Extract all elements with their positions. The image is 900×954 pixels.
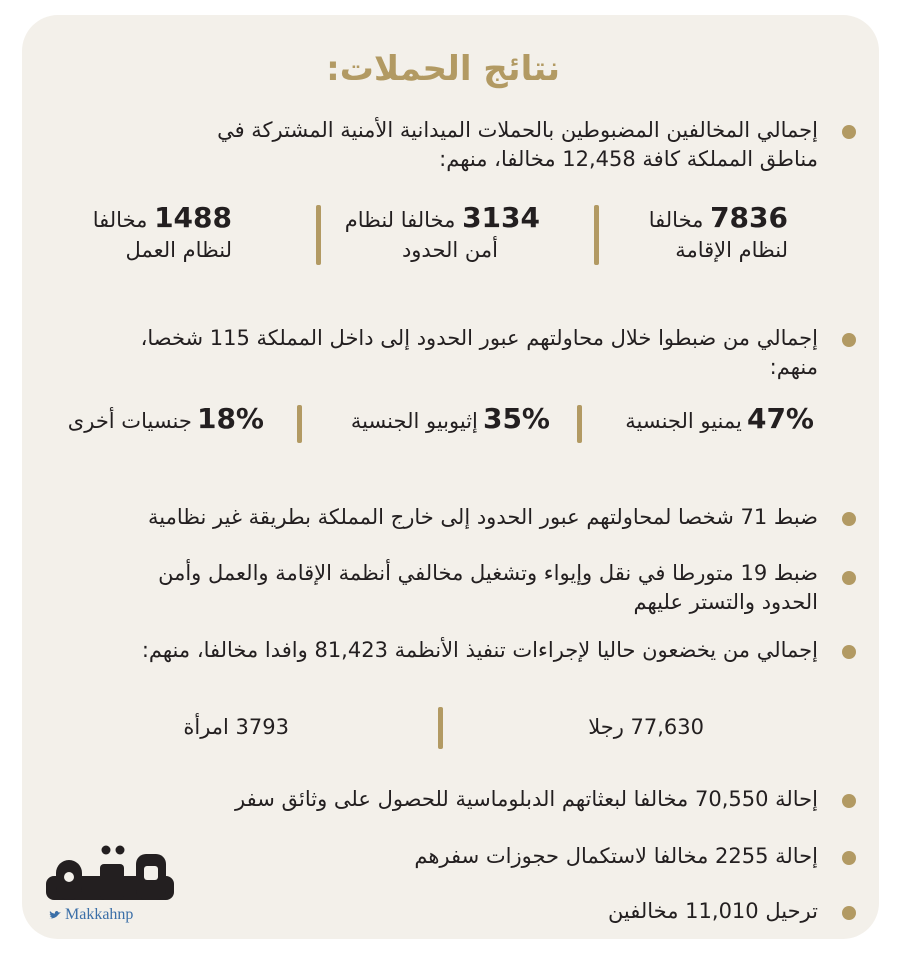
handle-text: Makkahnp — [65, 906, 134, 923]
divider-bar — [297, 405, 302, 443]
nationality-yemeni — [625, 402, 814, 436]
nationality-percent: 35% — [482, 402, 550, 435]
divider-bar — [438, 707, 443, 749]
text-line: منهم: — [769, 355, 818, 379]
divider-bar — [316, 205, 321, 265]
text-line: ترحيل 11,010 مخالفين — [607, 899, 818, 923]
text-line: إحالة 2255 مخالفا لاستكمال حجوزات سفرهم — [414, 844, 818, 868]
stat-number: 1488 — [154, 201, 232, 234]
stat-residency — [649, 203, 788, 265]
bullet-icon — [842, 645, 856, 659]
stat-border — [345, 203, 540, 265]
stat-number: 7836 — [710, 201, 788, 234]
women-count: 3793 امرأة — [183, 715, 289, 739]
bullet-icon — [842, 571, 856, 585]
stat-unit: مخالفا لنظام — [344, 208, 456, 232]
twitter-bird-icon — [48, 910, 62, 920]
nationality-percent: 18% — [196, 402, 264, 435]
stat-label: لنظام الإقامة — [675, 238, 788, 262]
stat-labor — [93, 203, 232, 265]
text-line: إحالة 70,550 مخالفا لبعثاتهم الدبلوماسية للحصول على وثائق سفر — [235, 787, 818, 811]
text-line: الحدود والتستر عليهم — [633, 590, 818, 614]
text-line: مناطق المملكة كافة 12,458 مخالفا، منهم: — [439, 147, 818, 171]
list-item-under-procedures — [142, 636, 818, 665]
stat-number: 3134 — [462, 201, 540, 234]
list-item-border-entry — [141, 324, 818, 382]
nationality-ethiopian — [351, 402, 550, 436]
page-title: نتائج الحملات: — [326, 49, 560, 89]
divider-bar — [594, 205, 599, 265]
bullet-icon — [842, 333, 856, 347]
men-count: 77,630 رجلا — [588, 715, 704, 739]
list-item-facilitators — [158, 559, 818, 617]
list-item-border-exit — [148, 503, 818, 532]
stat-unit: مخالفا — [92, 208, 148, 232]
bullet-icon — [842, 906, 856, 920]
bullet-icon — [842, 125, 856, 139]
nationality-label: يمنيو الجنسية — [625, 409, 742, 433]
bullet-icon — [842, 512, 856, 526]
text-line: إجمالي من ضبطوا خلال محاولتهم عبور الحدود إلى داخل المملكة 115 شخصا، — [140, 326, 818, 350]
stat-unit: مخالفا — [648, 208, 704, 232]
nationality-label: إثيوبيو الجنسية — [350, 409, 478, 433]
stat-label: أمن الحدود — [401, 238, 498, 262]
text-line: ضبط 71 شخصا لمحاولتهم عبور الحدود إلى خارج المملكة بطريقة غير نظامية — [148, 505, 818, 529]
nationality-other — [68, 402, 264, 436]
text-line: إجمالي من يخضعون حاليا لإجراءات تنفيذ الأنظمة 81,423 وافدا مخالفا، منهم: — [141, 638, 818, 662]
twitter-handle — [48, 906, 133, 924]
bullet-icon — [842, 851, 856, 865]
text-line: ضبط 19 متورطا في نقل وإيواء وتشغيل مخالفي أنظمة الإقامة والعمل وأمن — [158, 561, 818, 585]
bullet-icon — [842, 794, 856, 808]
list-item-travel-booking — [414, 842, 818, 871]
nationality-percent: 47% — [746, 402, 814, 435]
text-line: إجمالي المخالفين المضبوطين بالحملات الميدانية الأمنية المشتركة في — [217, 118, 818, 142]
divider-bar — [577, 405, 582, 443]
list-item-deportation — [608, 897, 818, 926]
list-item-total-violators — [217, 116, 818, 174]
nationality-label: جنسيات أخرى — [67, 409, 192, 433]
list-item-diplomatic-referral — [235, 785, 818, 814]
stat-label: لنظام العمل — [125, 238, 232, 262]
